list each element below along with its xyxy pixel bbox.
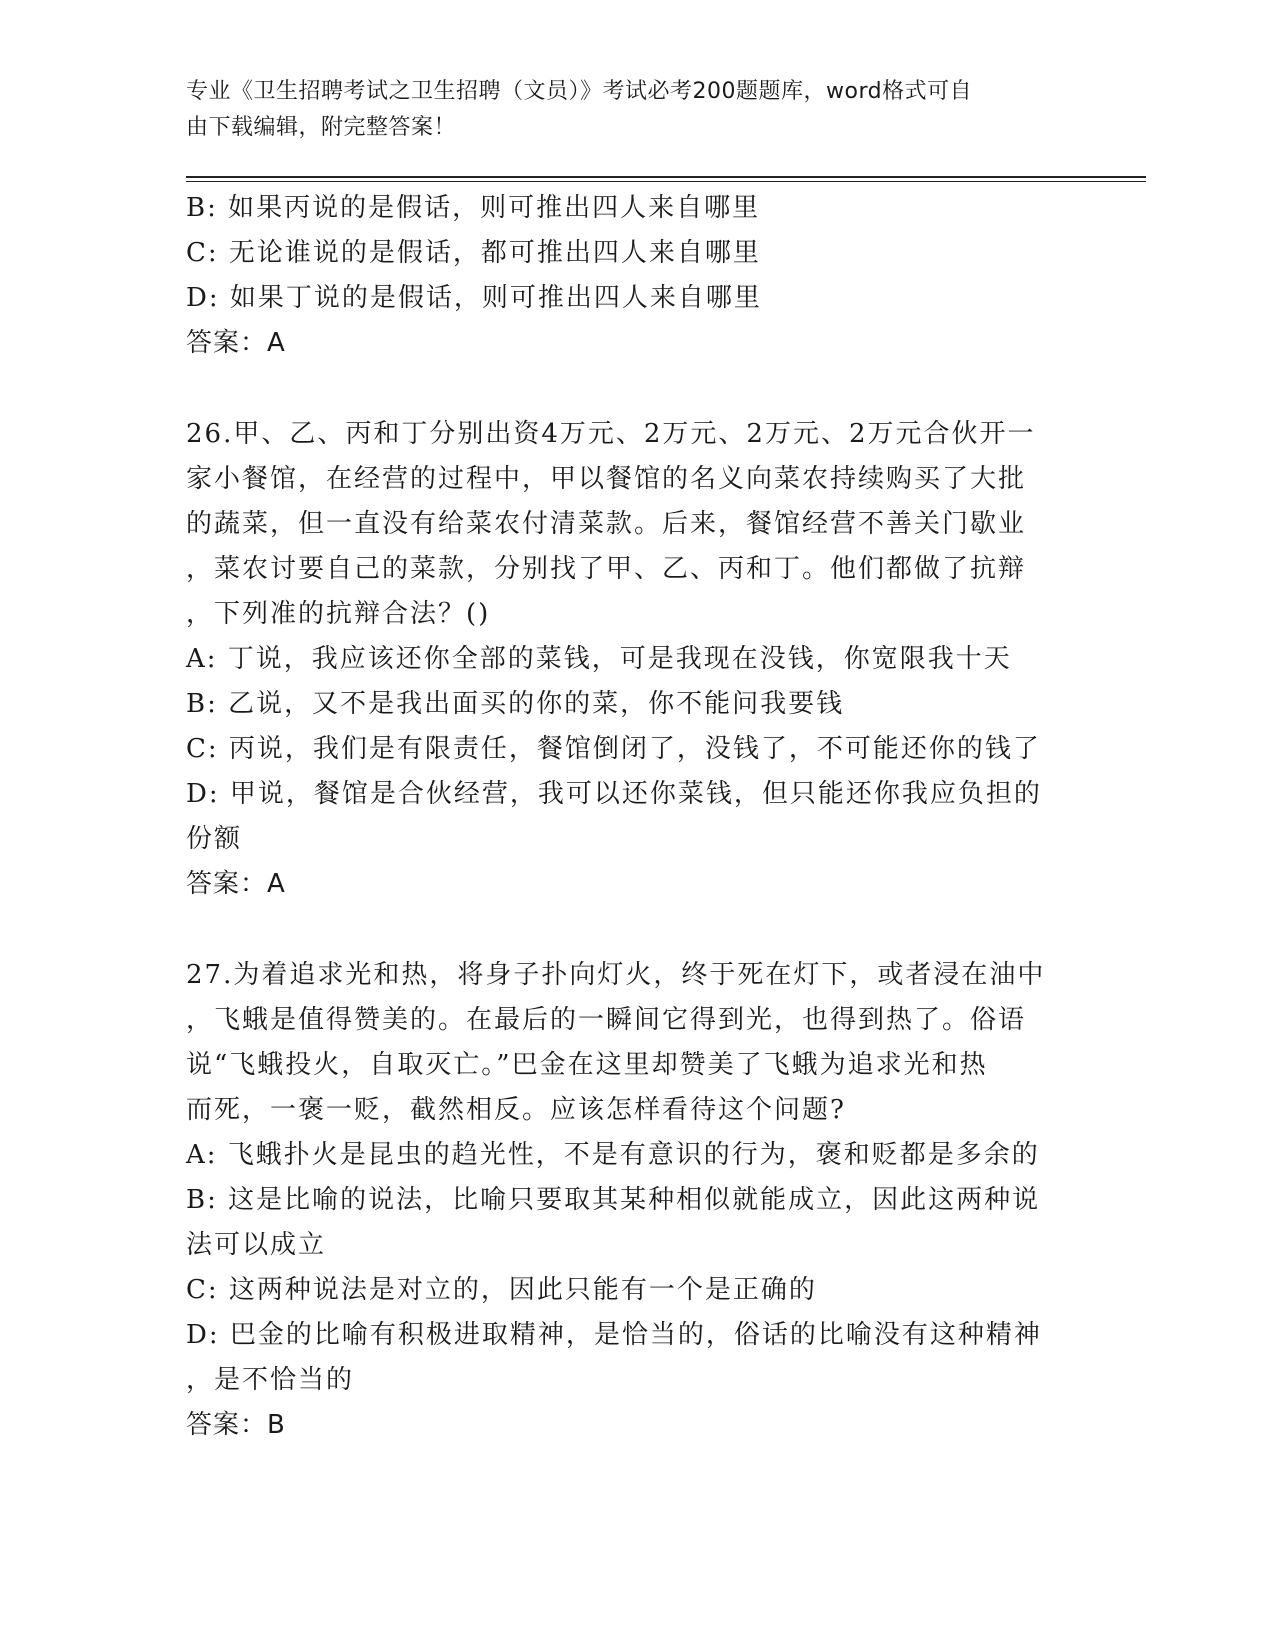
spacer — [186, 366, 1086, 412]
document-body — [186, 186, 1086, 1448]
question-27 — [186, 953, 1086, 1448]
question-stem-line: 的蔬菜，但一直没有给菜农付清菜款。后来，餐馆经营不善关门歇业 — [186, 509, 1027, 539]
option-d: D: 如果丁说的是假话，则可推出四人来自哪里 — [186, 283, 762, 313]
answer-label: 答案：A — [186, 869, 286, 899]
option-c: C: 无论谁说的是假话，都可推出四人来自哪里 — [186, 238, 761, 268]
question-26 — [186, 412, 1086, 907]
question-stem-line: ，飞蛾是值得赞美的。在最后的一瞬间它得到光，也得到热了。俗语 — [186, 1005, 1027, 1035]
option-a: A: 丁说，我应该还你全部的菜钱，可是我现在没钱，你宽限我十天 — [186, 644, 1012, 674]
option-b: B: 乙说，又不是我出面买的你的菜，你不能问我要钱 — [186, 689, 845, 719]
document-header — [186, 74, 1086, 146]
spacer — [186, 907, 1086, 953]
header-line: 由下载编辑，附完整答案！ — [186, 115, 457, 140]
header-line: 专业《卫生招聘考试之卫生招聘（文员）》考试必考200题题库，word格式可自 — [186, 79, 973, 104]
option-b: B: 这是比喻的说法，比喻只要取其某种相似就能成立，因此这两种说 — [186, 1185, 1041, 1215]
question-25-tail — [186, 186, 1086, 366]
question-stem-line: 说“飞蛾投火，自取灭亡。”巴金在这里却赞美了飞蛾为追求光和热 — [186, 1050, 988, 1080]
header-divider-thin — [186, 181, 1146, 182]
answer-label: 答案：A — [186, 328, 286, 358]
question-stem-line: ，下列准的抗辩合法？() — [186, 599, 491, 629]
header-divider — [186, 176, 1146, 178]
option-d-continued: 份额 — [186, 824, 243, 854]
option-d-continued: ，是不恰当的 — [186, 1365, 355, 1395]
question-stem-line: 26.甲、乙、丙和丁分别出资4万元、2万元、2万元、2万元合伙开一 — [186, 419, 1036, 449]
option-b-continued: 法可以成立 — [186, 1230, 327, 1260]
question-stem-line: 家小餐馆，在经营的过程中，甲以餐馆的名义向菜农持续购买了大批 — [186, 464, 1027, 494]
option-c: C: 这两种说法是对立的，因此只能有一个是正确的 — [186, 1275, 817, 1305]
option-d: D: 甲说，餐馆是合伙经营，我可以还你菜钱，但只能还你我应负担的 — [186, 779, 1042, 809]
option-b: B: 如果丙说的是假话，则可推出四人来自哪里 — [186, 193, 761, 223]
question-stem-line: ，菜农讨要自己的菜款，分别找了甲、乙、丙和丁。他们都做了抗辩 — [186, 554, 1027, 584]
option-d: D: 巴金的比喻有积极进取精神，是恰当的，俗话的比喻没有这种精神 — [186, 1320, 1042, 1350]
answer-label: 答案：B — [186, 1410, 286, 1440]
question-stem-line: 而死，一褒一贬，截然相反。应该怎样看待这个问题? — [186, 1095, 846, 1125]
question-stem-line: 27.为着追求光和热，将身子扑向灯火，终于死在灯下，或者浸在油中 — [186, 960, 1046, 990]
option-a: A: 飞蛾扑火是昆虫的趋光性，不是有意识的行为，褒和贬都是多余的 — [186, 1140, 1040, 1170]
option-c: C: 丙说，我们是有限责任，餐馆倒闭了，没钱了，不可能还你的钱了 — [186, 734, 1041, 764]
